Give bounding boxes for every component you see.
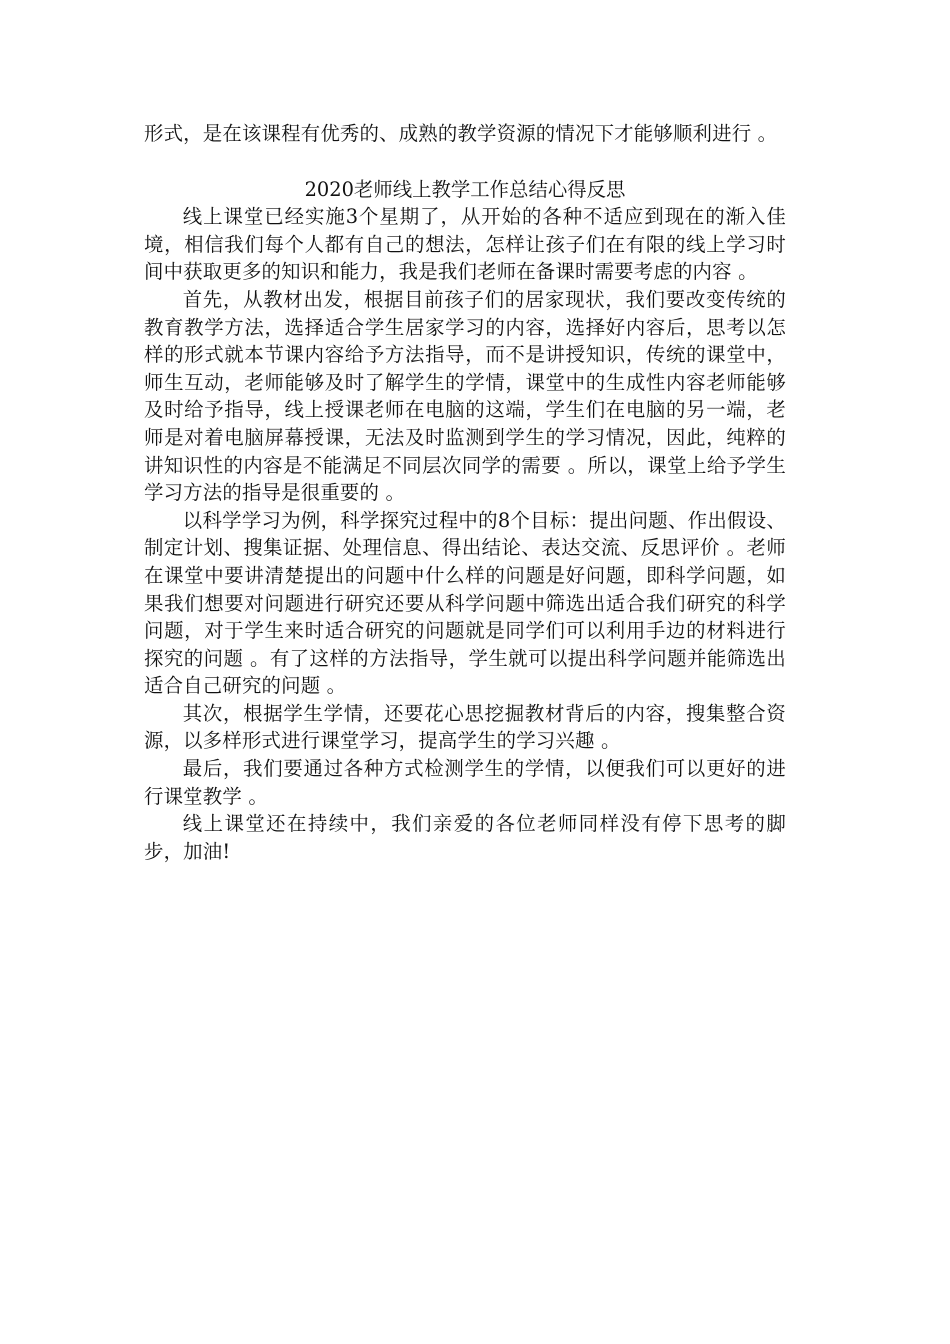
document-page bbox=[144, 120, 786, 865]
body-paragraph-6: 线上课堂还在持续中，我们亲爱的各位老师同样没有停下思考的脚步，加油! bbox=[144, 812, 786, 863]
continuation-paragraph: 形式，是在该课程有优秀的、成熟的教学资源的情况下才能够顺利进行 。 bbox=[144, 122, 778, 145]
body-paragraph-4: 其次，根据学生学情，还要花心思挖掘教材背后的内容，搜集整合资源，以多样形式进行课堂学习，提高学生的学习兴趣 。 bbox=[144, 701, 786, 753]
body-paragraph-1: 线上课堂已经实施3个星期了，从开始的各种不适应到现在的渐入佳境，相信我们每个人都有自己的想法，怎样让孩子们在有限的线上学习时间中获取更多的知识和能力，我是我们老师在备课时需要考虑的内容 。 bbox=[144, 205, 786, 284]
body-paragraph-2: 首先，从教材出发，根据目前孩子们的居家现状，我们要改变传统的教育教学方法，选择适合学生居家学习的内容，选择好内容后，思考以怎样的形式就本节课内容给予方法指导，而不是讲授知识，传统的课堂中，师生互动，老师能够及时了解学生的学情，课堂中的生成性内容老师能够及时给予指导，线上授课老师在电脑的这端，学生们在电脑的另一端，老师是对着电脑屏幕授课，无法及时监测到学生的学习情况，因此，纯粹的讲知识性的内容是不能满足不同层次同学的需要 。所以，课堂上给予学生学习方法的指导是很重要的 。 bbox=[144, 287, 786, 505]
body-paragraph-3: 以科学学习为例，科学探究过程中的8个目标：提出问题、作出假设、制定计划、搜集证据、处理信息、得出结论、表达交流、反思评价 。老师在课堂中要讲清楚提出的问题中什么样的问题是好问题，即科学问题，如果我们想要对问题进行研究还要从科学问题中筛选出适合我们研究的科学问题，对于学生来时适合研究的问题就是同学们可以利用手边的材料进行探究的问题 。有了这样的方法指导，学生就可以提出科学问题并能筛选出适合自己研究的问题 。 bbox=[144, 508, 786, 698]
body-paragraph-5: 最后，我们要通过各种方式检测学生的学情，以便我们可以更好的进行课堂教学 。 bbox=[144, 757, 786, 808]
document-title: 2020老师线上教学工作总结心得反思 bbox=[304, 177, 626, 201]
